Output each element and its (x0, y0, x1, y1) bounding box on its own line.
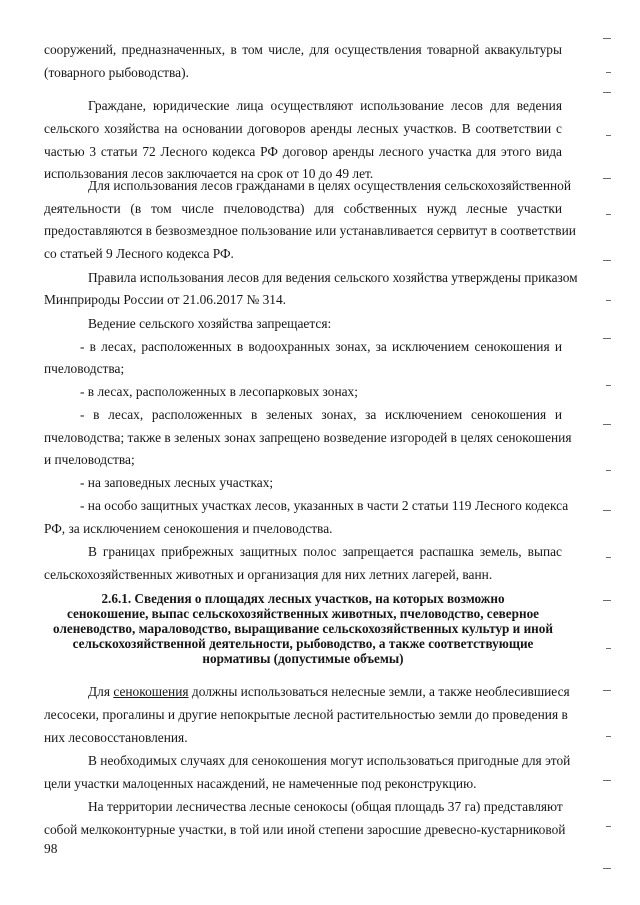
section-heading-line: оленеводство, мараловодство, выращивание сельскохозяйственных культур и иной (53, 621, 553, 636)
text-line: частью 3 статьи 72 Лесного кодекса РФ договор аренды лесного участка для этого вида (44, 144, 562, 159)
text-line: - на особо защитных участках лесов, указанных в части 2 статьи 119 Лесного кодекса (80, 498, 569, 513)
margin-mark (603, 780, 611, 781)
margin-mark (606, 72, 611, 73)
text-line: цели участки малоценных насаждений, не намеченные под реконструкцию. (44, 776, 477, 791)
text-line: На территории лесничества лесные сенокосы (общая площадь 37 га) представляют (88, 799, 563, 814)
text-line: сельского хозяйства на основании договоров аренды лесных участков. В соответствии с (44, 121, 562, 136)
margin-mark (603, 338, 611, 339)
text-line: - в лесах, расположенных в водоохранных зонах, за исключением сенокошения и (80, 339, 562, 354)
text-line: предоставляются в безвозмездное пользование или устанавливается сервитут в соответствии (44, 223, 576, 238)
margin-mark (606, 557, 611, 558)
text-line: Ведение сельского хозяйства запрещается: (88, 316, 332, 331)
text-line: пчеловодства; также в зеленых зонах запрещено возведение изгородей в целях сенокошения (44, 430, 572, 445)
text-line: Правила использования лесов для ведения сельского хозяйства утверждены приказом (88, 270, 578, 285)
text-line: - в лесах, расположенных в зеленых зонах, за исключением сенокошения и (80, 407, 562, 422)
text-line (88, 684, 570, 700)
underlined-term: сенокошения (113, 684, 189, 699)
text-line: сооружений, предназначенных, в том числе, для осуществления товарной аквакультуры (44, 42, 562, 57)
text-line: - на заповедных лесных участках; (80, 475, 274, 490)
text-line: пчеловодства; (44, 361, 125, 376)
margin-mark (603, 38, 611, 39)
section-heading-line: сенокошение, выпас сельскохозяйственных животных, пчеловодство, северное (66, 606, 540, 621)
margin-mark (606, 736, 611, 737)
margin-mark (603, 178, 611, 179)
margin-mark (603, 424, 611, 425)
margin-mark (603, 868, 611, 869)
text-line: Для использования лесов гражданами в целях осуществления сельскохозяйственной (88, 178, 572, 193)
margin-mark (606, 385, 611, 386)
section-heading-line: сельскохозяйственной деятельности, рыбоводство, а также соответствующие (72, 636, 534, 651)
section-heading-line: нормативы (допустимые объемы) (202, 651, 404, 666)
text-line: РФ, за исключением сенокошения и пчеловодства. (44, 521, 333, 536)
text-line: (товарного рыбоводства). (44, 65, 189, 80)
text-line: В необходимых случаях для сенокошения могут использоваться пригодные для этой (88, 753, 571, 768)
text-line: В границах прибрежных защитных полос запрещается распашка земель, выпас (88, 544, 562, 559)
margin-mark (603, 510, 611, 511)
text-fragment: должны использоваться нелесные земли, а также необлесившиеся (191, 684, 570, 699)
margin-mark (603, 92, 611, 93)
text-line: собой мелкоконтурные участки, в той или иной степени заросшие древесно-кустарниковой (44, 822, 566, 837)
text-line: Минприроды России от 21.06.2017 № 314. (44, 292, 287, 307)
text-word: Для (88, 684, 110, 699)
text-line: лесосеки, прогалины и другие непокрытые лесной растительностью земли до проведения в (44, 707, 568, 722)
margin-mark (606, 826, 611, 827)
margin-mark (606, 135, 611, 136)
text-line: деятельности (в том числе пчеловодства) для собственных нужд лесные участки (44, 201, 562, 216)
text-line: - в лесах, расположенных в лесопарковых зонах; (80, 384, 358, 399)
text-line: сельскохозяйственных животных и организация для них летних лагерей, ванн. (44, 567, 493, 582)
page-number: 98 (44, 841, 58, 856)
text-line: них лесовосстановления. (44, 730, 188, 745)
margin-mark (603, 690, 611, 691)
margin-mark (603, 260, 611, 261)
margin-mark (606, 300, 611, 301)
margin-mark (606, 470, 611, 471)
margin-mark (606, 214, 611, 215)
text-line: Граждане, юридические лица осуществляют использование лесов для ведения (88, 98, 562, 113)
text-line: и пчеловодства; (44, 452, 135, 467)
text-line: со статьей 9 Лесного кодекса РФ. (44, 246, 234, 261)
section-heading-line: 2.6.1. Сведения о площадях лесных участков, на которых возможно (101, 591, 505, 606)
text-line: использования лесов заключается на срок от 10 до 49 лет. (44, 166, 374, 181)
margin-mark (603, 600, 611, 601)
margin-mark (606, 648, 611, 649)
